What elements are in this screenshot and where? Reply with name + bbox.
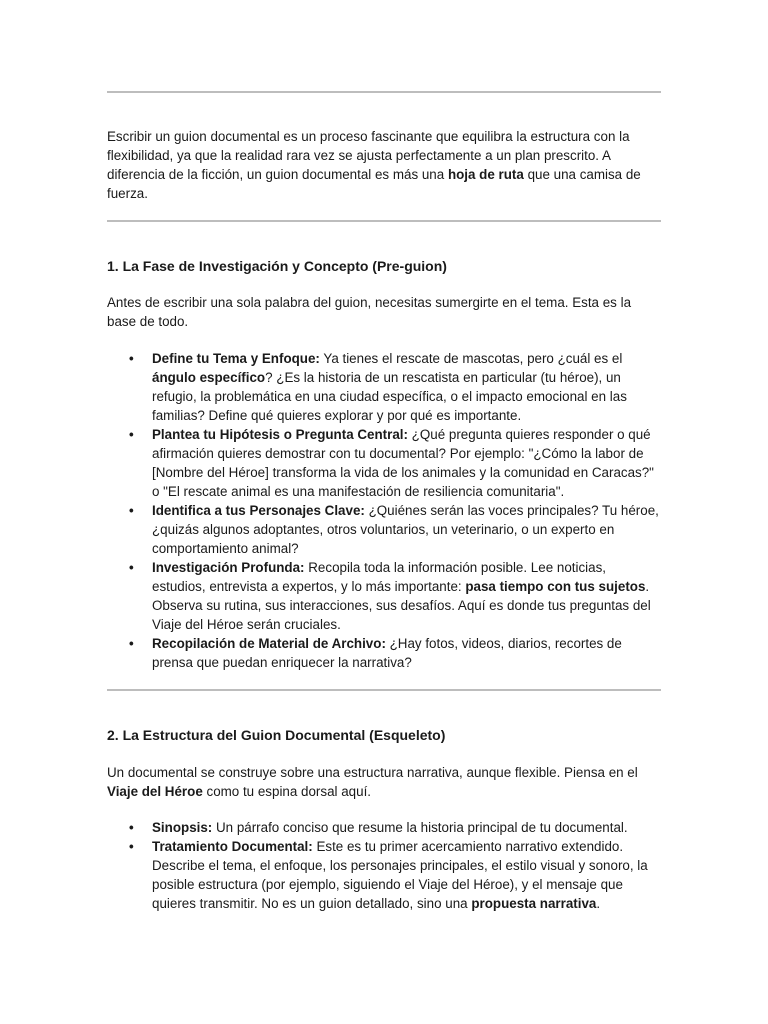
list-item <box>107 558 663 634</box>
item-label: Investigación Profunda: <box>152 560 305 575</box>
item-label: Identifica a tus Personajes Clave: <box>152 503 365 518</box>
lead-text: Un documental se construye sobre una estructura narrativa, aunque flexible. Piensa en el <box>107 765 638 780</box>
bullet-icon: • <box>129 560 134 575</box>
item-text: Un párrafo conciso que resume la historia principal de tu documental. <box>212 820 628 835</box>
item-text: ¿Qué pregunta quieres responder o qué afirmación quieres demostrar con tu documental? Por ejemplo: "¿Cómo la labor de [Nombre del Héroe] transforma la vida de los animales y la comunidad en Caracas?" o "El rescate animal es una manifestación de resiliencia comunitaria". <box>152 427 654 499</box>
bullet-icon: • <box>129 351 134 366</box>
section-2-heading: 2. La Estructura del Guion Documental (Esqueleto) <box>107 727 446 743</box>
list-item <box>107 425 663 501</box>
divider <box>107 91 661 93</box>
intro-text-end: que una camisa de fuerza. <box>107 167 641 201</box>
bullet-icon: • <box>129 503 134 518</box>
item-bold: pasa tiempo con tus sujetos <box>465 579 646 594</box>
list-item <box>107 837 663 913</box>
intro-paragraph <box>107 127 663 203</box>
item-bold: ángulo específico <box>152 370 266 385</box>
section-1-heading: 1. La Fase de Investigación y Concepto (Pre-guion) <box>107 258 447 274</box>
list-item <box>107 634 663 672</box>
section-1-lead: Antes de escribir una sola palabra del guion, necesitas sumergirte en el tema. Esta es la base de todo. <box>107 295 632 329</box>
item-text: ¿Quiénes serán las voces principales? Tu héroe, ¿quizás algunos adoptantes, otros voluntarios, un veterinario, o un experto en comportamiento animal? <box>152 503 659 556</box>
section-2-list <box>107 818 663 913</box>
section-2-lead <box>107 763 663 801</box>
intro-text: Escribir un guion documental es un proceso fascinante que equilibra la estructura con la flexibilidad, ya que la realidad rara vez se ajusta perfectamente a un plan prescrito. A diferencia de la ficción, un guion documental es más una <box>107 129 630 182</box>
item-text-end: . Observa su rutina, sus interacciones, sus desafíos. Aquí es donde tus preguntas del Viaje del Héroe serán cruciales. <box>152 579 651 632</box>
item-text: ¿Hay fotos, videos, diarios, recortes de prensa que puedan enriquecer la narrativa? <box>152 636 622 670</box>
list-item <box>107 349 663 425</box>
bullet-icon: • <box>129 820 134 835</box>
list-item <box>107 501 663 558</box>
item-text-end: . <box>596 896 601 911</box>
item-label: Sinopsis: <box>152 820 213 835</box>
bullet-icon: • <box>129 427 134 442</box>
item-text: Este es tu primer acercamiento narrativo extendido. Describe el tema, el enfoque, los personajes principales, el estilo visual y sonoro, la posible estructura (por ejemplo, siguiendo el Viaje del Héroe), y el mensaje que quieres transmitir. No es un guion detallado, sino una <box>152 839 648 911</box>
item-label: Define tu Tema y Enfoque: <box>152 351 320 366</box>
item-label: Recopilación de Material de Archivo: <box>152 636 386 651</box>
lead-bold: Viaje del Héroe <box>107 784 203 799</box>
bullet-icon: • <box>129 839 134 854</box>
divider <box>107 220 661 222</box>
lead-text-end: como tu espina dorsal aquí. <box>202 784 372 799</box>
item-label: Plantea tu Hipótesis o Pregunta Central: <box>152 427 408 442</box>
intro-bold: hoja de ruta <box>447 167 524 182</box>
divider <box>107 689 661 691</box>
item-label: Tratamiento Documental: <box>152 839 313 854</box>
item-bold: propuesta narrativa <box>471 896 597 911</box>
list-item <box>107 818 663 837</box>
item-text: Ya tienes el rescate de mascotas, pero ¿cuál es el <box>319 351 623 366</box>
bullet-icon: • <box>129 636 134 651</box>
item-text-end: ? ¿Es la historia de un rescatista en particular (tu héroe), un refugio, la problemática en una ciudad específica, o el impacto emocional en las familias? Define qué quieres explorar y por qué es importante. <box>152 370 627 423</box>
item-text: Recopila toda la información posible. Lee noticias, estudios, entrevista a expertos, y lo más importante: <box>152 560 606 594</box>
section-1-list <box>107 349 663 672</box>
